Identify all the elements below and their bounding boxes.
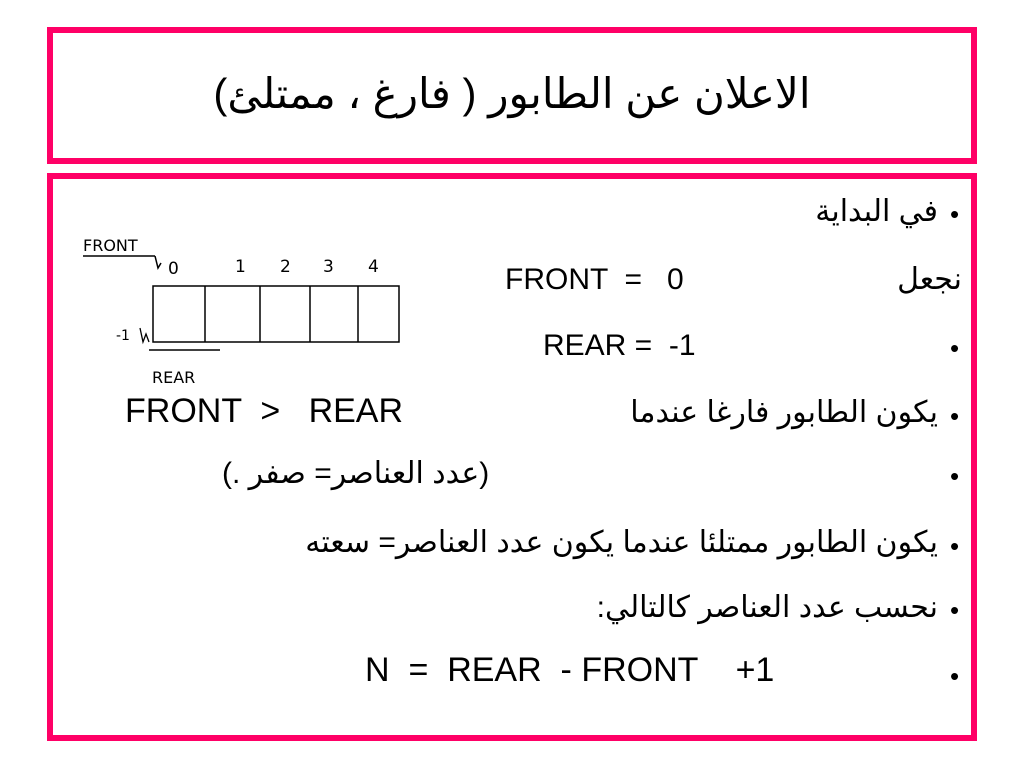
front-label: FRONT: [83, 236, 138, 255]
line-count-as-follows: نحسب عدد العناصر كالتالي:: [596, 591, 938, 624]
queue-array: [153, 286, 399, 342]
queue-diagram: [80, 230, 420, 390]
index-1: 1: [235, 257, 246, 277]
line-beginning: في البداية: [815, 195, 938, 228]
bullet-5: •: [950, 461, 960, 491]
bullet-1: •: [950, 199, 960, 229]
index-2: 2: [280, 257, 291, 277]
rear-pointer: [140, 328, 149, 342]
index-3: 3: [323, 257, 334, 277]
line-full-when: يكون الطابور ممتلئا عندما يكون عدد العناصر= سعته: [305, 526, 938, 559]
slide-title: الاعلان عن الطابور ( فارغ ، ممتلئ): [213, 70, 811, 117]
bullet-4: •: [950, 401, 960, 431]
line-count-zero: (عدد العناصر= صفر .): [222, 457, 490, 490]
rear-index: -1: [116, 328, 130, 344]
bullet-6: •: [950, 531, 960, 561]
bullet-7: •: [950, 595, 960, 625]
line-n-formula: N = REAR - FRONT +1: [365, 651, 775, 689]
rear-label: REAR: [152, 368, 196, 387]
line-rear-equals-minus-one: REAR = -1: [543, 329, 696, 362]
line-front-greater-rear: FRONT > REAR: [125, 392, 404, 430]
line-front-equals-zero: FRONT = 0: [505, 263, 684, 296]
index-0: 0: [168, 259, 179, 279]
front-pointer: [155, 256, 161, 268]
bullet-3: •: [950, 333, 960, 363]
bullet-8: •: [950, 661, 960, 691]
index-4: 4: [368, 257, 379, 277]
line-empty-when: يكون الطابور فارغا عندما: [630, 396, 938, 429]
title-box: [47, 27, 977, 164]
line-make-label: نجعل: [897, 263, 962, 296]
